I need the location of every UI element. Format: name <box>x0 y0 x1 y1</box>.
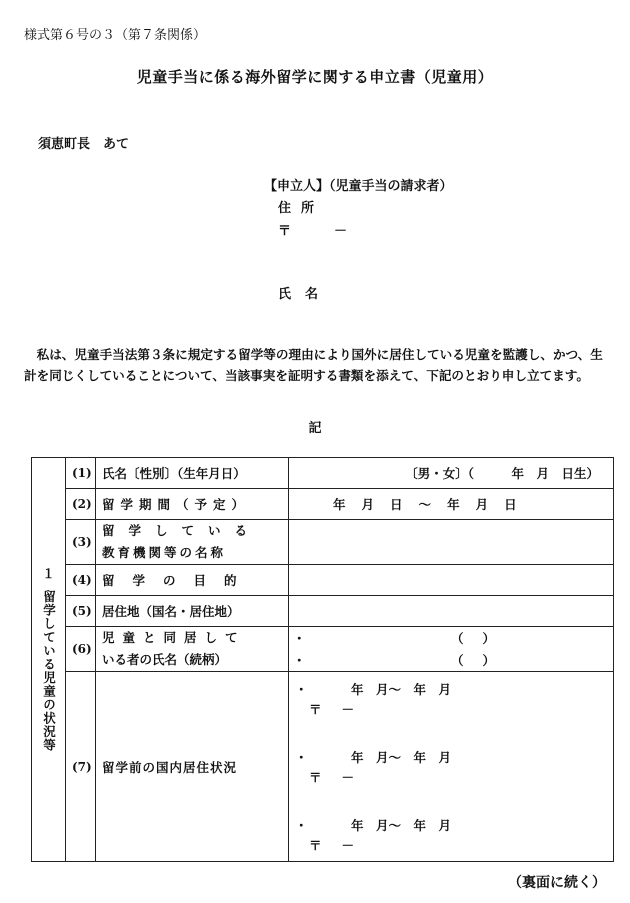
name-label: 氏名 <box>278 287 333 302</box>
row-number: (5) <box>66 596 96 627</box>
cohabitant-line <box>289 649 613 671</box>
table-row <box>32 565 614 596</box>
postal-dash: － <box>341 837 355 853</box>
address-label: 住所 <box>278 201 325 216</box>
row-label <box>96 520 289 565</box>
residence-field[interactable] <box>289 596 614 627</box>
row-number: (3) <box>66 520 96 565</box>
bullet: ・ <box>293 631 306 646</box>
label-line: 教育機関等の名称 <box>102 545 227 560</box>
continued-on-back: （裏面に続く） <box>508 875 606 891</box>
period-text: 年 月～ 年 月 <box>351 749 452 765</box>
ki-heading: 記 <box>308 421 322 436</box>
table-row <box>32 627 614 672</box>
section-number: １ <box>42 566 55 581</box>
period-text: 月 <box>361 497 375 512</box>
postal-mark: 〒 <box>309 769 322 785</box>
section-label: 留学している児童の状況等 <box>41 590 57 752</box>
bullet: ・ <box>295 749 308 765</box>
row-label: 留学前の国内居住状況 <box>96 672 289 862</box>
table-row <box>32 489 614 520</box>
form-number: 様式第６号の３（第７条関係） <box>24 28 207 43</box>
cohabitant-line <box>289 627 613 649</box>
status-table <box>31 457 614 862</box>
row-label: 留学期間（予定） <box>96 489 289 520</box>
row-label: 氏名〔性別〕（生年月日） <box>96 458 289 489</box>
postal-mark: 〒 <box>309 837 322 853</box>
applicant-label: 【申立人】（児童手当の請求者） <box>264 179 453 194</box>
name-gender-field[interactable]: 〔男・女〕（ 年 月 日生） <box>289 458 614 489</box>
study-period-field[interactable] <box>289 489 614 520</box>
purpose-field[interactable] <box>289 565 614 596</box>
label-line: いる者の氏名（続柄） <box>102 652 228 667</box>
period-text: 日 <box>504 497 517 512</box>
postal-mark: 〒 <box>278 224 292 239</box>
table-row <box>32 520 614 565</box>
table-row <box>32 672 614 862</box>
row-number: (4) <box>66 565 96 596</box>
bullet: ・ <box>295 681 308 697</box>
period-text: ～ <box>418 497 432 512</box>
paren-open: （ <box>451 653 464 668</box>
period-text: 月 <box>475 497 489 512</box>
table-row <box>32 596 614 627</box>
declaration-text: 私は、児童手当法第３条に規定する留学等の理由により国外に居住している児童を監護し、かつ、生計を同じくしていることについて、当該事実を証明する書類を添えて、下記のとおり申し立てます。 <box>24 347 603 383</box>
residence-entry <box>289 747 613 787</box>
period-text: 日 <box>390 497 403 512</box>
postal-dash: － <box>334 224 348 239</box>
period-text: 年 月～ 年 月 <box>351 817 452 833</box>
section-cell <box>32 458 66 862</box>
paren-open: （ <box>451 631 464 646</box>
label-line: 児童と同居して <box>102 630 246 645</box>
period-text: 年 <box>447 497 460 512</box>
postal-dash: － <box>341 769 355 785</box>
row-label: 居住地（国名・居住地） <box>96 596 289 627</box>
period-text: 年 <box>333 497 346 512</box>
postal-mark: 〒 <box>309 701 322 717</box>
paren-close: ） <box>482 653 495 668</box>
cohabitant-field[interactable] <box>289 627 614 672</box>
addressee: 須恵町長 あて <box>38 137 130 152</box>
institution-field[interactable] <box>289 520 614 565</box>
row-number: (1) <box>66 458 96 489</box>
row-label: 留学の目的 <box>96 565 289 596</box>
prior-residence-field[interactable] <box>289 672 614 862</box>
bullet: ・ <box>293 653 306 668</box>
label-line: 留学している <box>102 523 262 538</box>
row-number: (6) <box>66 627 96 672</box>
residence-entry <box>289 815 613 855</box>
row-number: (2) <box>66 489 96 520</box>
row-number: (7) <box>66 672 96 862</box>
paren-close: ） <box>482 631 495 646</box>
row-label <box>96 627 289 672</box>
table-row <box>32 458 614 489</box>
bullet: ・ <box>295 817 308 833</box>
residence-entry <box>289 679 613 719</box>
postal-dash: － <box>341 701 355 717</box>
period-text: 年 月～ 年 月 <box>351 681 452 697</box>
document-title: 児童手当に係る海外留学に関する申立書（児童用） <box>136 68 494 86</box>
